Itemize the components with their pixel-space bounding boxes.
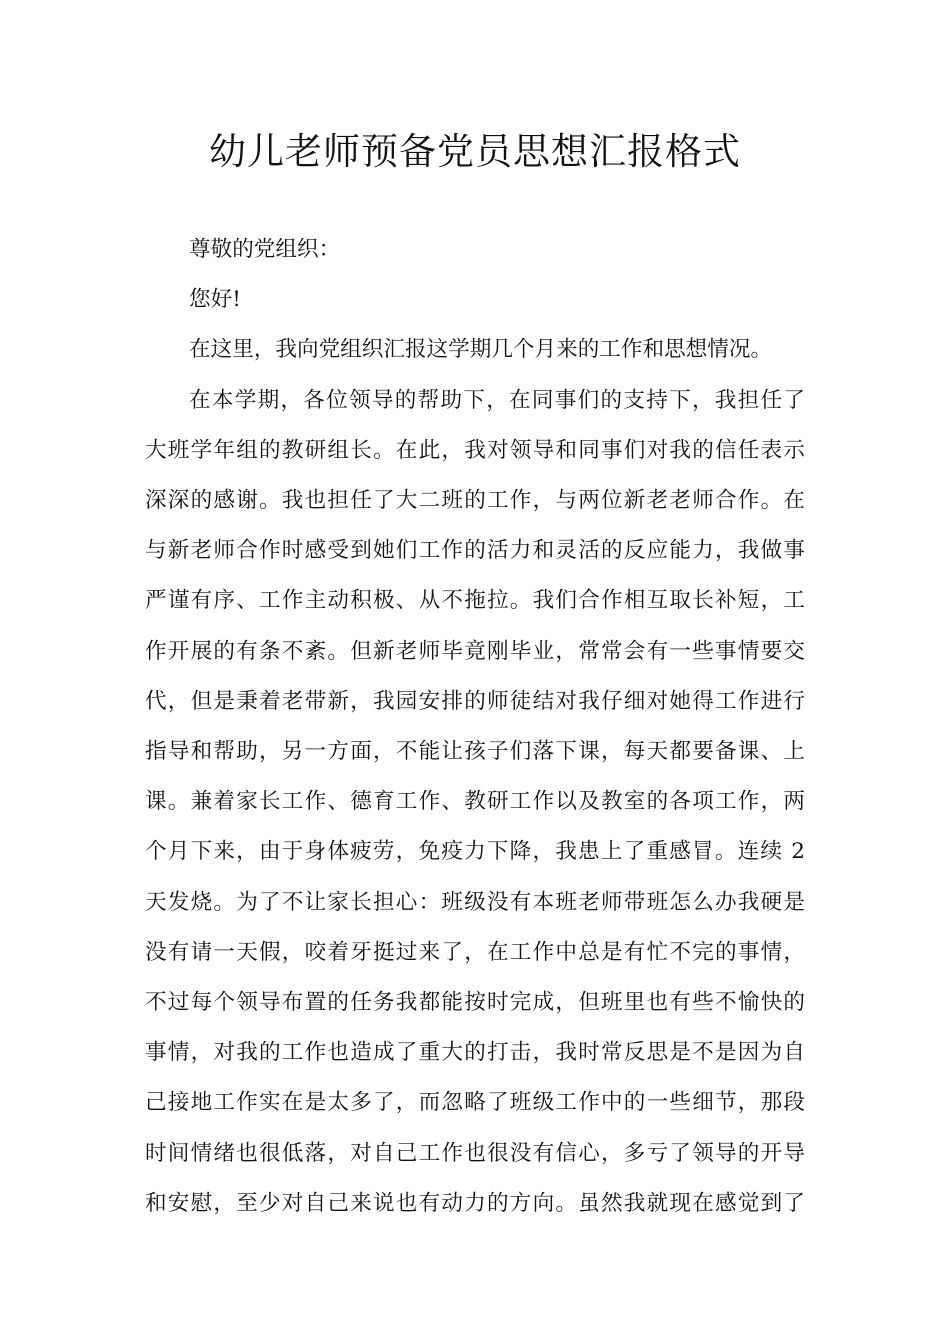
paragraph-line: 与新老师合作时感受到她们工作的活力和灵活的反应能力，我做事 bbox=[145, 538, 805, 564]
paragraph-line: 代，但是秉着老带新，我园安排的师徒结对我仔细对她得工作进行 bbox=[145, 688, 805, 714]
paragraph-line: 课。兼着家长工作、德育工作、教研工作以及教室的各项工作，两 bbox=[145, 789, 805, 815]
main-paragraph bbox=[145, 376, 805, 1229]
paragraph-line: 深深的感谢。我也担任了大二班的工作，与两位新老老师合作。在 bbox=[145, 488, 805, 514]
paragraph-line: 没有请一天假，咬着牙挺过来了，在工作中总是有忙不完的事情， bbox=[145, 939, 805, 965]
document-title: 幼儿老师预备党员思想汇报格式 bbox=[209, 130, 741, 173]
intro-paragraph: 在这里，我向党组织汇报这学期几个月来的工作和思想情况。 bbox=[189, 337, 773, 363]
paragraph-line: 大班学年组的教研组长。在此，我对领导和同事们对我的信任表示 bbox=[145, 437, 805, 463]
paragraph-line: 不过每个领导布置的任务我都能按时完成，但班里也有些不愉快的 bbox=[145, 990, 805, 1016]
paragraph-line: 和安慰，至少对自己来说也有动力的方向。虽然我就现在感觉到了 bbox=[145, 1190, 805, 1216]
paragraph-line: 作开展的有条不紊。但新老师毕竟刚毕业，常常会有一些事情要交 bbox=[145, 638, 805, 664]
paragraph-line: 指导和帮助，另一方面，不能让孩子们落下课，每天都要备课、上 bbox=[145, 739, 805, 765]
document-body bbox=[145, 225, 805, 1229]
paragraph-line: 在本学期，各位领导的帮助下，在同事们的支持下，我担任了 bbox=[189, 387, 805, 413]
paragraph-line: 事情，对我的工作也造成了重大的打击，我时常反思是不是因为自 bbox=[145, 1040, 805, 1066]
paragraph-line: 严谨有序、工作主动积极、从不拖拉。我们合作相互取长补短，工 bbox=[145, 588, 805, 614]
greeting: 您好! bbox=[189, 287, 241, 313]
paragraph-line: 个月下来，由于身体疲劳，免疫力下降，我患上了重感冒。连续 2 bbox=[145, 839, 805, 865]
paragraph-line: 天发烧。为了不让家长担心：班级没有本班老师带班怎么办我硬是 bbox=[145, 889, 805, 915]
salutation: 尊敬的党组织： bbox=[189, 237, 341, 262]
paragraph-line: 己接地工作实在是太多了，而忽略了班级工作中的一些细节，那段 bbox=[145, 1090, 805, 1116]
paragraph-line: 时间情绪也很低落，对自己工作也很没有信心，多亏了领导的开导 bbox=[145, 1140, 805, 1166]
